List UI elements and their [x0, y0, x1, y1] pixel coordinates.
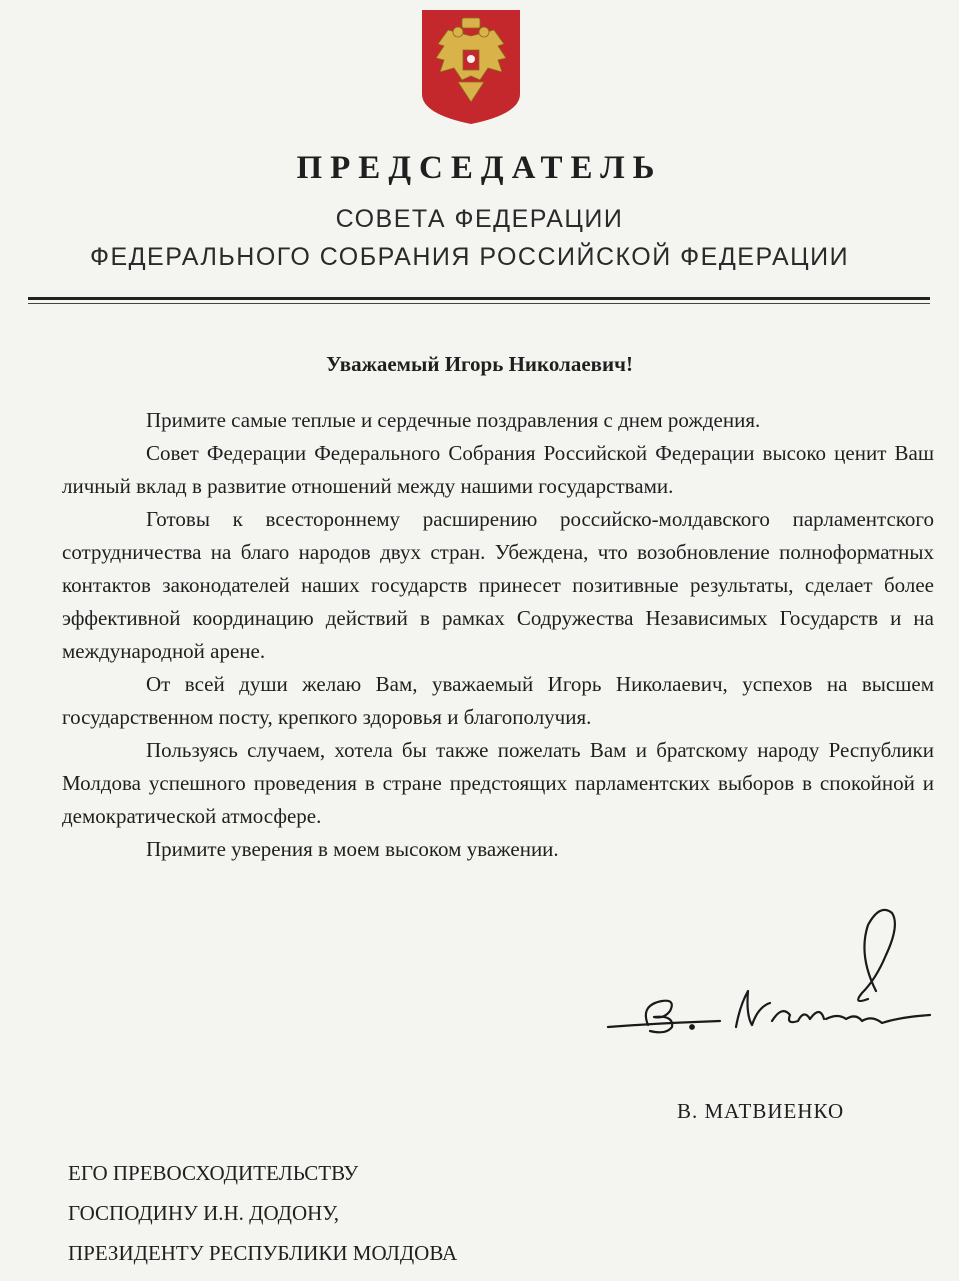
recipient-line-1: ЕГО ПРЕВОСХОДИТЕЛЬСТВУ [68, 1161, 359, 1185]
letterhead-subtitle-2: ФЕДЕРАЛЬНОГО СОБРАНИЯ РОССИЙСКОЙ ФЕДЕРАЦИИ [89, 243, 850, 271]
letter-body [62, 404, 934, 866]
header-divider-thick [28, 297, 930, 300]
coat-of-arms-icon [418, 6, 524, 126]
letterhead-subtitle-1: СОВЕТА ФЕДЕРАЦИИ [335, 205, 624, 233]
letterhead-title: ПРЕДСЕДАТЕЛЬ [296, 150, 663, 186]
recipient-line-2: ГОСПОДИНУ И.Н. ДОДОНУ, [68, 1201, 339, 1225]
paragraph-4: От всей души желаю Вам, уважаемый Игорь Николаевич, успехов на высшем государственном посту, крепкого здоровья и благополучия. [62, 672, 934, 729]
header-divider-thin [28, 303, 930, 304]
signer-name: В. МАТВИЕНКО [677, 1099, 845, 1123]
recipient-address [68, 1153, 457, 1273]
paragraph-1: Примите самые теплые и сердечные поздравления с днем рождения. [146, 408, 761, 432]
paragraph-5: Пользуясь случаем, хотела бы также пожелать Вам и братскому народу Республики Молдова успешного проведения в стране предстоящих парламентских выборов в спокойной и демократической атмосфере. [62, 738, 934, 828]
paragraph-3: Готовы к всестороннему расширению российско-молдавского парламентского сотрудничества на благо народов двух стран. Убеждена, что возобновление полноформатных контактов законодателей наших государств принесет позитивные результаты, сделает более эффективной координацию действий в рамках Содружества Независимых Государств и на международной арене. [62, 507, 934, 663]
paragraph-2: Совет Федерации Федерального Собрания Российской Федерации высоко ценит Ваш личный вклад в развитие отношений между нашими государствами. [62, 441, 934, 498]
signature-icon [600, 895, 950, 1055]
paragraph-6: Примите уверения в моем высоком уважении. [146, 837, 559, 861]
recipient-line-3: ПРЕЗИДЕНТУ РЕСПУБЛИКИ МОЛДОВА [68, 1241, 458, 1265]
salutation: Уважаемый Игорь Николаевич! [326, 352, 633, 376]
